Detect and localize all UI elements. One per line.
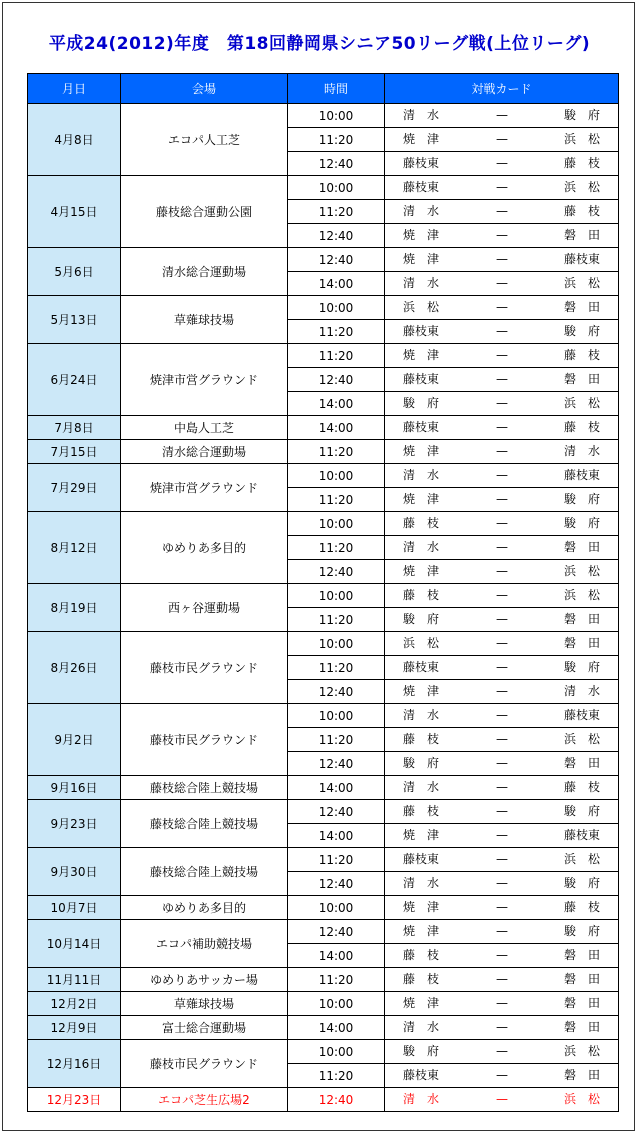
versus-dash: —: [496, 348, 508, 362]
versus-dash: —: [496, 684, 508, 698]
table-row: [28, 896, 619, 920]
team-b: 磐 田: [563, 636, 600, 650]
team-b: 磐 田: [563, 756, 600, 770]
match-card: [385, 536, 619, 560]
team-a: 清 水: [403, 108, 440, 122]
versus-dash: —: [496, 972, 508, 986]
match-card: [385, 104, 619, 128]
match-time: 11:20: [288, 488, 385, 512]
match-card: [385, 272, 619, 296]
match-card: [385, 656, 619, 680]
team-b: 駿 府: [563, 804, 600, 818]
match-card: [385, 512, 619, 536]
versus-dash: —: [496, 732, 508, 746]
match-date: 5月6日: [28, 248, 121, 296]
table-row: [28, 104, 619, 128]
match-card: [385, 824, 619, 848]
team-b: 浜 松: [563, 588, 600, 602]
match-time: 14:00: [288, 272, 385, 296]
match-time: 11:20: [288, 344, 385, 368]
versus-dash: —: [496, 588, 508, 602]
versus-dash: —: [496, 780, 508, 794]
match-venue: 清水総合運動場: [121, 248, 288, 296]
match-card: [385, 1016, 619, 1040]
versus-dash: —: [496, 1092, 508, 1106]
match-card: [385, 680, 619, 704]
header-date: 月日: [28, 74, 121, 104]
team-a: 焼 津: [403, 924, 440, 938]
versus-dash: —: [496, 636, 508, 650]
team-b: 磐 田: [563, 372, 600, 386]
match-card: [385, 608, 619, 632]
versus-dash: —: [496, 828, 508, 842]
match-time: 14:00: [288, 1016, 385, 1040]
team-a: 駿 府: [403, 612, 440, 626]
versus-dash: —: [496, 132, 508, 146]
match-time: 12:40: [288, 680, 385, 704]
team-b: 清 水: [563, 684, 600, 698]
match-card: [385, 800, 619, 824]
match-date: 8月19日: [28, 584, 121, 632]
team-a: 清 水: [403, 1020, 440, 1034]
team-b: 浜 松: [563, 180, 600, 194]
match-card: [385, 176, 619, 200]
match-venue: 藤枝総合陸上競技場: [121, 800, 288, 848]
match-card: [385, 872, 619, 896]
match-time: 11:20: [288, 200, 385, 224]
match-date: 9月30日: [28, 848, 121, 896]
match-card: [385, 776, 619, 800]
match-venue: 藤枝総合陸上競技場: [121, 776, 288, 800]
match-time: 10:00: [288, 1040, 385, 1064]
match-date: 8月12日: [28, 512, 121, 584]
team-b: 駿 府: [563, 516, 600, 530]
versus-dash: —: [496, 564, 508, 578]
schedule-body: [28, 104, 619, 1112]
team-a: 藤枝東: [403, 180, 440, 194]
team-a: 藤 枝: [403, 732, 440, 746]
versus-dash: —: [496, 252, 508, 266]
versus-dash: —: [496, 612, 508, 626]
team-b: 藤 枝: [563, 900, 600, 914]
match-date: 12月9日: [28, 1016, 121, 1040]
match-date: 12月23日: [28, 1088, 121, 1112]
match-venue: ゆめりあ多目的: [121, 512, 288, 584]
match-time: 11:20: [288, 1064, 385, 1088]
match-date: 4月15日: [28, 176, 121, 248]
team-b: 磐 田: [563, 948, 600, 962]
versus-dash: —: [496, 708, 508, 722]
match-time: 12:40: [288, 872, 385, 896]
table-row: [28, 248, 619, 272]
table-row: [28, 992, 619, 1016]
table-row: [28, 1040, 619, 1064]
match-time: 12:40: [288, 224, 385, 248]
match-date: 7月8日: [28, 416, 121, 440]
match-time: 12:40: [288, 560, 385, 584]
team-b: 磐 田: [563, 300, 600, 314]
team-a: 藤枝東: [403, 660, 440, 674]
versus-dash: —: [496, 276, 508, 290]
match-card: [385, 392, 619, 416]
match-card: [385, 704, 619, 728]
team-b: 藤枝東: [563, 708, 600, 722]
versus-dash: —: [496, 108, 508, 122]
match-venue: 藤枝総合運動公園: [121, 176, 288, 248]
table-row: [28, 632, 619, 656]
match-venue: 西ヶ谷運動場: [121, 584, 288, 632]
versus-dash: —: [496, 204, 508, 218]
match-card: [385, 464, 619, 488]
match-date: 8月26日: [28, 632, 121, 704]
match-card: [385, 224, 619, 248]
table-row: [28, 776, 619, 800]
team-a: 清 水: [403, 876, 440, 890]
match-time: 11:20: [288, 968, 385, 992]
match-card: [385, 344, 619, 368]
team-a: 焼 津: [403, 492, 440, 506]
match-time: 11:20: [288, 536, 385, 560]
team-a: 焼 津: [403, 828, 440, 842]
team-a: 焼 津: [403, 228, 440, 242]
match-date: 12月2日: [28, 992, 121, 1016]
match-time: 14:00: [288, 776, 385, 800]
match-time: 14:00: [288, 392, 385, 416]
match-card: [385, 200, 619, 224]
match-card: [385, 728, 619, 752]
versus-dash: —: [496, 420, 508, 434]
match-card: [385, 368, 619, 392]
table-row: [28, 848, 619, 872]
match-time: 11:20: [288, 848, 385, 872]
team-a: 浜 松: [403, 636, 440, 650]
match-time: 10:00: [288, 176, 385, 200]
team-a: 藤枝東: [403, 1068, 440, 1082]
versus-dash: —: [496, 180, 508, 194]
team-a: 藤 枝: [403, 516, 440, 530]
match-venue: 中島人工芝: [121, 416, 288, 440]
versus-dash: —: [496, 540, 508, 554]
team-a: 清 水: [403, 540, 440, 554]
team-a: 藤枝東: [403, 852, 440, 866]
team-a: 藤枝東: [403, 372, 440, 386]
table-row: [28, 1016, 619, 1040]
match-time: 11:20: [288, 608, 385, 632]
match-date: 7月29日: [28, 464, 121, 512]
team-b: 浜 松: [563, 852, 600, 866]
match-card: [385, 1064, 619, 1088]
versus-dash: —: [496, 228, 508, 242]
match-date: 5月13日: [28, 296, 121, 344]
match-card: [385, 632, 619, 656]
match-date: 12月16日: [28, 1040, 121, 1088]
versus-dash: —: [496, 804, 508, 818]
team-b: 磐 田: [563, 228, 600, 242]
table-row: [28, 1088, 619, 1112]
team-b: 浜 松: [563, 732, 600, 746]
versus-dash: —: [496, 996, 508, 1010]
team-a: 焼 津: [403, 684, 440, 698]
versus-dash: —: [496, 900, 508, 914]
match-date: 10月7日: [28, 896, 121, 920]
table-row: [28, 968, 619, 992]
match-date: 6月24日: [28, 344, 121, 416]
match-time: 10:00: [288, 632, 385, 656]
match-time: 11:20: [288, 128, 385, 152]
match-time: 10:00: [288, 464, 385, 488]
match-time: 12:40: [288, 1088, 385, 1112]
match-venue: エコパ人工芝: [121, 104, 288, 176]
match-card: [385, 992, 619, 1016]
table-row: [28, 512, 619, 536]
match-card: [385, 1040, 619, 1064]
team-a: 清 水: [403, 708, 440, 722]
team-b: 浜 松: [563, 564, 600, 578]
match-card: [385, 968, 619, 992]
team-b: 駿 府: [563, 324, 600, 338]
team-a: 清 水: [403, 468, 440, 482]
team-b: 藤 枝: [563, 156, 600, 170]
table-row: [28, 296, 619, 320]
match-time: 12:40: [288, 248, 385, 272]
team-b: 藤 枝: [563, 348, 600, 362]
team-a: 浜 松: [403, 300, 440, 314]
match-venue: 藤枝市民グラウンド: [121, 704, 288, 776]
versus-dash: —: [496, 852, 508, 866]
team-a: 清 水: [403, 780, 440, 794]
match-date: 9月16日: [28, 776, 121, 800]
match-card: [385, 584, 619, 608]
page-title: 平成24(2012)年度 第18回静岡県シニア50リーグ戦(上位リーグ): [48, 34, 591, 54]
match-card: [385, 920, 619, 944]
team-b: 浜 松: [563, 276, 600, 290]
match-time: 12:40: [288, 800, 385, 824]
versus-dash: —: [496, 156, 508, 170]
match-venue: 藤枝市民グラウンド: [121, 1040, 288, 1088]
team-a: 駿 府: [403, 1044, 440, 1058]
match-time: 11:20: [288, 320, 385, 344]
team-a: 焼 津: [403, 900, 440, 914]
header-venue: 会場: [121, 74, 288, 104]
match-venue: エコパ芝生広場2: [121, 1088, 288, 1112]
team-b: 磐 田: [563, 996, 600, 1010]
versus-dash: —: [496, 924, 508, 938]
team-b: 磐 田: [563, 612, 600, 626]
team-a: 清 水: [403, 276, 440, 290]
page-frame: [2, 2, 635, 1131]
team-a: 清 水: [403, 204, 440, 218]
match-time: 11:20: [288, 440, 385, 464]
team-b: 清 水: [563, 444, 600, 458]
match-time: 11:20: [288, 728, 385, 752]
versus-dash: —: [496, 948, 508, 962]
match-card: [385, 416, 619, 440]
team-b: 磐 田: [563, 540, 600, 554]
match-time: 10:00: [288, 896, 385, 920]
match-time: 11:20: [288, 656, 385, 680]
table-row: [28, 416, 619, 440]
match-card: [385, 752, 619, 776]
match-card: [385, 488, 619, 512]
match-time: 14:00: [288, 944, 385, 968]
match-time: 10:00: [288, 704, 385, 728]
match-venue: 草薙球技場: [121, 992, 288, 1016]
team-a: 藤枝東: [403, 324, 440, 338]
match-venue: 藤枝総合陸上競技場: [121, 848, 288, 896]
match-venue: 富士総合運動場: [121, 1016, 288, 1040]
versus-dash: —: [496, 300, 508, 314]
match-time: 14:00: [288, 416, 385, 440]
match-card: [385, 944, 619, 968]
table-row: [28, 800, 619, 824]
match-date: 9月2日: [28, 704, 121, 776]
team-b: 藤 枝: [563, 204, 600, 218]
match-card: [385, 128, 619, 152]
match-time: 10:00: [288, 584, 385, 608]
team-a: 藤 枝: [403, 804, 440, 818]
table-row: [28, 344, 619, 368]
team-a: 焼 津: [403, 564, 440, 578]
match-time: 10:00: [288, 296, 385, 320]
table-row: [28, 176, 619, 200]
team-b: 浜 松: [563, 396, 600, 410]
team-b: 駿 府: [563, 876, 600, 890]
match-date: 7月15日: [28, 440, 121, 464]
match-time: 12:40: [288, 368, 385, 392]
match-venue: ゆめりあサッカー場: [121, 968, 288, 992]
team-b: 浜 松: [563, 132, 600, 146]
team-a: 藤枝東: [403, 420, 440, 434]
versus-dash: —: [496, 516, 508, 530]
versus-dash: —: [496, 1044, 508, 1058]
team-b: 藤 枝: [563, 780, 600, 794]
versus-dash: —: [496, 660, 508, 674]
team-a: 藤 枝: [403, 972, 440, 986]
team-b: 磐 田: [563, 1068, 600, 1082]
team-b: 駿 府: [563, 924, 600, 938]
team-b: 藤 枝: [563, 420, 600, 434]
match-time: 12:40: [288, 752, 385, 776]
match-time: 12:40: [288, 152, 385, 176]
versus-dash: —: [496, 1068, 508, 1082]
team-a: 藤枝東: [403, 156, 440, 170]
team-a: 藤 枝: [403, 588, 440, 602]
team-a: 駿 府: [403, 396, 440, 410]
versus-dash: —: [496, 1020, 508, 1034]
table-row: [28, 584, 619, 608]
team-a: 藤 枝: [403, 948, 440, 962]
team-b: 磐 田: [563, 1020, 600, 1034]
team-b: 駿 府: [563, 660, 600, 674]
team-a: 駿 府: [403, 756, 440, 770]
match-venue: ゆめりあ多目的: [121, 896, 288, 920]
schedule-table: [27, 73, 619, 1112]
team-a: 焼 津: [403, 996, 440, 1010]
match-venue: 清水総合運動場: [121, 440, 288, 464]
match-time: 14:00: [288, 824, 385, 848]
table-row: [28, 440, 619, 464]
match-date: 10月14日: [28, 920, 121, 968]
team-a: 焼 津: [403, 252, 440, 266]
match-venue: 草薙球技場: [121, 296, 288, 344]
match-card: [385, 320, 619, 344]
team-b: 藤枝東: [563, 252, 600, 266]
team-b: 駿 府: [563, 108, 600, 122]
match-time: 10:00: [288, 512, 385, 536]
match-card: [385, 1088, 619, 1112]
match-venue: 焼津市営グラウンド: [121, 344, 288, 416]
match-venue: 焼津市営グラウンド: [121, 464, 288, 512]
versus-dash: —: [496, 876, 508, 890]
header-card: 対戦カード: [385, 74, 619, 104]
team-a: 焼 津: [403, 444, 440, 458]
versus-dash: —: [496, 372, 508, 386]
team-b: 藤枝東: [563, 468, 600, 482]
team-b: 磐 田: [563, 972, 600, 986]
table-row: [28, 464, 619, 488]
versus-dash: —: [496, 396, 508, 410]
team-a: 焼 津: [403, 348, 440, 362]
table-row: [28, 704, 619, 728]
versus-dash: —: [496, 468, 508, 482]
match-card: [385, 848, 619, 872]
match-time: 12:40: [288, 920, 385, 944]
team-b: 浜 松: [563, 1044, 600, 1058]
match-card: [385, 248, 619, 272]
team-a: 焼 津: [403, 132, 440, 146]
team-b: 浜 松: [563, 1092, 600, 1106]
match-date: 11月11日: [28, 968, 121, 992]
match-card: [385, 896, 619, 920]
team-b: 藤枝東: [563, 828, 600, 842]
match-card: [385, 440, 619, 464]
match-card: [385, 560, 619, 584]
team-a: 清 水: [403, 1092, 440, 1106]
match-date: 9月23日: [28, 800, 121, 848]
team-b: 駿 府: [563, 492, 600, 506]
versus-dash: —: [496, 756, 508, 770]
versus-dash: —: [496, 492, 508, 506]
match-card: [385, 296, 619, 320]
versus-dash: —: [496, 444, 508, 458]
header-time: 時間: [288, 74, 385, 104]
header-row: [28, 74, 619, 104]
match-date: 4月8日: [28, 104, 121, 176]
match-time: 10:00: [288, 104, 385, 128]
match-time: 10:00: [288, 992, 385, 1016]
versus-dash: —: [496, 324, 508, 338]
match-card: [385, 152, 619, 176]
match-venue: エコパ補助競技場: [121, 920, 288, 968]
table-row: [28, 920, 619, 944]
match-venue: 藤枝市民グラウンド: [121, 632, 288, 704]
